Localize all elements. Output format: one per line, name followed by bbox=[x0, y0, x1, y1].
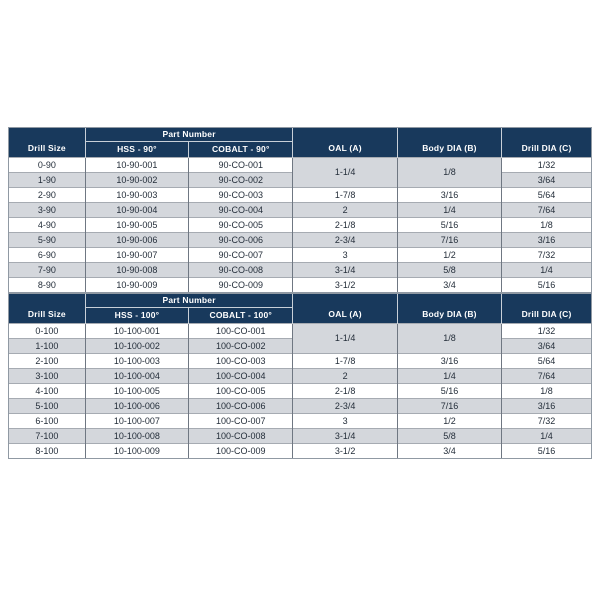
hss-part-number-cell: 10-90-009 bbox=[85, 277, 188, 292]
cobalt-part-number-cell: 100-CO-009 bbox=[189, 443, 293, 458]
table-row bbox=[9, 398, 591, 413]
drill-size-cell: 7-90 bbox=[9, 262, 85, 277]
oal-cell: 1-1/4 bbox=[293, 157, 397, 187]
cobalt-part-number-cell: 100-CO-005 bbox=[189, 383, 293, 398]
drill-dia-cell: 7/32 bbox=[502, 413, 591, 428]
cobalt-part-number-cell: 90-CO-001 bbox=[189, 157, 293, 172]
oal-cell: 2 bbox=[293, 202, 397, 217]
hss-part-number-cell: 10-90-004 bbox=[85, 202, 188, 217]
drill-size-cell: 3-90 bbox=[9, 202, 85, 217]
drill-size-cell: 1-100 bbox=[9, 338, 85, 353]
part-number-header: Part Number bbox=[85, 294, 293, 307]
oal-cell: 1-7/8 bbox=[293, 187, 397, 202]
drill-dia-column-header: Drill DIA (C) bbox=[502, 294, 591, 323]
drill-size-cell: 6-90 bbox=[9, 247, 85, 262]
body-dia-cell: 5/8 bbox=[397, 262, 501, 277]
drill-dia-cell: 3/16 bbox=[502, 232, 591, 247]
oal-column-header: OAL (A) bbox=[293, 128, 397, 157]
oal-cell: 3-1/2 bbox=[293, 277, 397, 292]
table-row bbox=[9, 187, 591, 202]
hss-part-number-cell: 10-100-005 bbox=[85, 383, 188, 398]
cobalt-part-number-cell: 100-CO-002 bbox=[189, 338, 293, 353]
table-row bbox=[9, 353, 591, 368]
cobalt-part-number-cell: 90-CO-005 bbox=[189, 217, 293, 232]
table-row bbox=[9, 217, 591, 232]
body-dia-cell: 1/4 bbox=[397, 202, 501, 217]
drill-size-cell: 2-90 bbox=[9, 187, 85, 202]
body-dia-cell: 3/4 bbox=[397, 443, 501, 458]
hss-column-header: HSS - 90° bbox=[85, 141, 188, 157]
hss-part-number-cell: 10-90-003 bbox=[85, 187, 188, 202]
body-dia-cell: 5/16 bbox=[397, 217, 501, 232]
drill-size-cell: 7-100 bbox=[9, 428, 85, 443]
drill-size-cell: 3-100 bbox=[9, 368, 85, 383]
drill-dia-cell: 1/8 bbox=[502, 383, 591, 398]
oal-cell: 2-1/8 bbox=[293, 383, 397, 398]
cobalt-part-number-cell: 100-CO-001 bbox=[189, 323, 293, 338]
table-row bbox=[9, 383, 591, 398]
cobalt-part-number-cell: 100-CO-004 bbox=[189, 368, 293, 383]
drill-size-cell: 2-100 bbox=[9, 353, 85, 368]
drill-table-90-table bbox=[9, 128, 591, 292]
drill-size-cell: 6-100 bbox=[9, 413, 85, 428]
cobalt-part-number-cell: 90-CO-008 bbox=[189, 262, 293, 277]
oal-cell: 3 bbox=[293, 413, 397, 428]
table-row bbox=[9, 232, 591, 247]
oal-cell: 3-1/2 bbox=[293, 443, 397, 458]
hss-part-number-cell: 10-90-005 bbox=[85, 217, 188, 232]
drill-size-cell: 4-100 bbox=[9, 383, 85, 398]
drill-size-cell: 4-90 bbox=[9, 217, 85, 232]
hss-part-number-cell: 10-90-006 bbox=[85, 232, 188, 247]
body-dia-cell: 1/4 bbox=[397, 368, 501, 383]
body-dia-column-header: Body DIA (B) bbox=[397, 294, 501, 323]
table-row bbox=[9, 247, 591, 262]
drill-dia-cell: 1/32 bbox=[502, 323, 591, 338]
table-row bbox=[9, 202, 591, 217]
body-dia-cell: 1/8 bbox=[397, 157, 501, 187]
hss-part-number-cell: 10-100-004 bbox=[85, 368, 188, 383]
drill-dia-cell: 5/64 bbox=[502, 187, 591, 202]
body-dia-column-header: Body DIA (B) bbox=[397, 128, 501, 157]
body-dia-cell: 5/8 bbox=[397, 428, 501, 443]
table-header bbox=[9, 294, 591, 323]
table-row bbox=[9, 323, 591, 338]
cobalt-part-number-cell: 90-CO-003 bbox=[189, 187, 293, 202]
drill-dia-cell: 5/64 bbox=[502, 353, 591, 368]
cobalt-part-number-cell: 90-CO-009 bbox=[189, 277, 293, 292]
header-band-row bbox=[9, 128, 591, 141]
table-row bbox=[9, 262, 591, 277]
drill-table-100 bbox=[8, 293, 592, 459]
body-dia-cell: 1/2 bbox=[397, 247, 501, 262]
hss-column-header: HSS - 100° bbox=[85, 307, 188, 323]
oal-cell: 3-1/4 bbox=[293, 428, 397, 443]
oal-cell: 2-3/4 bbox=[293, 398, 397, 413]
hss-part-number-cell: 10-100-008 bbox=[85, 428, 188, 443]
table-header bbox=[9, 128, 591, 157]
cobalt-part-number-cell: 100-CO-007 bbox=[189, 413, 293, 428]
body-dia-cell: 3/4 bbox=[397, 277, 501, 292]
drill-dia-cell: 1/8 bbox=[502, 217, 591, 232]
drill-dia-column-header: Drill DIA (C) bbox=[502, 128, 591, 157]
drill-spec-tables bbox=[8, 127, 592, 459]
body-dia-cell: 1/2 bbox=[397, 413, 501, 428]
drill-dia-cell: 1/4 bbox=[502, 428, 591, 443]
drill-dia-cell: 7/64 bbox=[502, 368, 591, 383]
hss-part-number-cell: 10-100-009 bbox=[85, 443, 188, 458]
cobalt-part-number-cell: 90-CO-002 bbox=[189, 172, 293, 187]
drill-dia-cell: 1/4 bbox=[502, 262, 591, 277]
drill-dia-cell: 5/16 bbox=[502, 443, 591, 458]
oal-cell: 2 bbox=[293, 368, 397, 383]
hss-part-number-cell: 10-100-002 bbox=[85, 338, 188, 353]
drill-size-cell: 8-90 bbox=[9, 277, 85, 292]
drill-dia-cell: 5/16 bbox=[502, 277, 591, 292]
body-dia-cell: 3/16 bbox=[397, 353, 501, 368]
oal-cell: 3 bbox=[293, 247, 397, 262]
cobalt-column-header: COBALT - 100° bbox=[189, 307, 293, 323]
drill-size-cell: 5-100 bbox=[9, 398, 85, 413]
drill-size-cell: 0-100 bbox=[9, 323, 85, 338]
oal-cell: 1-7/8 bbox=[293, 353, 397, 368]
hss-part-number-cell: 10-100-001 bbox=[85, 323, 188, 338]
cobalt-part-number-cell: 90-CO-007 bbox=[189, 247, 293, 262]
table-row bbox=[9, 413, 591, 428]
body-dia-cell: 7/16 bbox=[397, 232, 501, 247]
hss-part-number-cell: 10-100-003 bbox=[85, 353, 188, 368]
table-row bbox=[9, 277, 591, 292]
table-row bbox=[9, 368, 591, 383]
part-number-header: Part Number bbox=[85, 128, 293, 141]
drill-size-header: Drill Size bbox=[9, 128, 85, 157]
body-dia-cell: 5/16 bbox=[397, 383, 501, 398]
oal-cell: 1-1/4 bbox=[293, 323, 397, 353]
body-dia-cell: 1/8 bbox=[397, 323, 501, 353]
drill-dia-cell: 7/32 bbox=[502, 247, 591, 262]
drill-size-cell: 5-90 bbox=[9, 232, 85, 247]
cobalt-part-number-cell: 90-CO-004 bbox=[189, 202, 293, 217]
cobalt-column-header: COBALT - 90° bbox=[189, 141, 293, 157]
drill-dia-cell: 3/16 bbox=[502, 398, 591, 413]
drill-table-100-table bbox=[9, 294, 591, 458]
drill-table-90 bbox=[8, 127, 592, 293]
hss-part-number-cell: 10-90-007 bbox=[85, 247, 188, 262]
hss-part-number-cell: 10-100-006 bbox=[85, 398, 188, 413]
drill-size-cell: 1-90 bbox=[9, 172, 85, 187]
cobalt-part-number-cell: 100-CO-003 bbox=[189, 353, 293, 368]
body-dia-cell: 3/16 bbox=[397, 187, 501, 202]
hss-part-number-cell: 10-90-001 bbox=[85, 157, 188, 172]
drill-dia-cell: 3/64 bbox=[502, 338, 591, 353]
hss-part-number-cell: 10-90-002 bbox=[85, 172, 188, 187]
body-dia-cell: 7/16 bbox=[397, 398, 501, 413]
drill-dia-cell: 1/32 bbox=[502, 157, 591, 172]
drill-dia-cell: 7/64 bbox=[502, 202, 591, 217]
cobalt-part-number-cell: 100-CO-006 bbox=[189, 398, 293, 413]
drill-size-header: Drill Size bbox=[9, 294, 85, 323]
oal-column-header: OAL (A) bbox=[293, 294, 397, 323]
cobalt-part-number-cell: 90-CO-006 bbox=[189, 232, 293, 247]
oal-cell: 2-1/8 bbox=[293, 217, 397, 232]
header-band-row bbox=[9, 294, 591, 307]
table-row bbox=[9, 157, 591, 172]
table-row bbox=[9, 428, 591, 443]
table-row bbox=[9, 443, 591, 458]
hss-part-number-cell: 10-90-008 bbox=[85, 262, 188, 277]
oal-cell: 3-1/4 bbox=[293, 262, 397, 277]
drill-size-cell: 8-100 bbox=[9, 443, 85, 458]
drill-size-cell: 0-90 bbox=[9, 157, 85, 172]
cobalt-part-number-cell: 100-CO-008 bbox=[189, 428, 293, 443]
oal-cell: 2-3/4 bbox=[293, 232, 397, 247]
hss-part-number-cell: 10-100-007 bbox=[85, 413, 188, 428]
drill-dia-cell: 3/64 bbox=[502, 172, 591, 187]
